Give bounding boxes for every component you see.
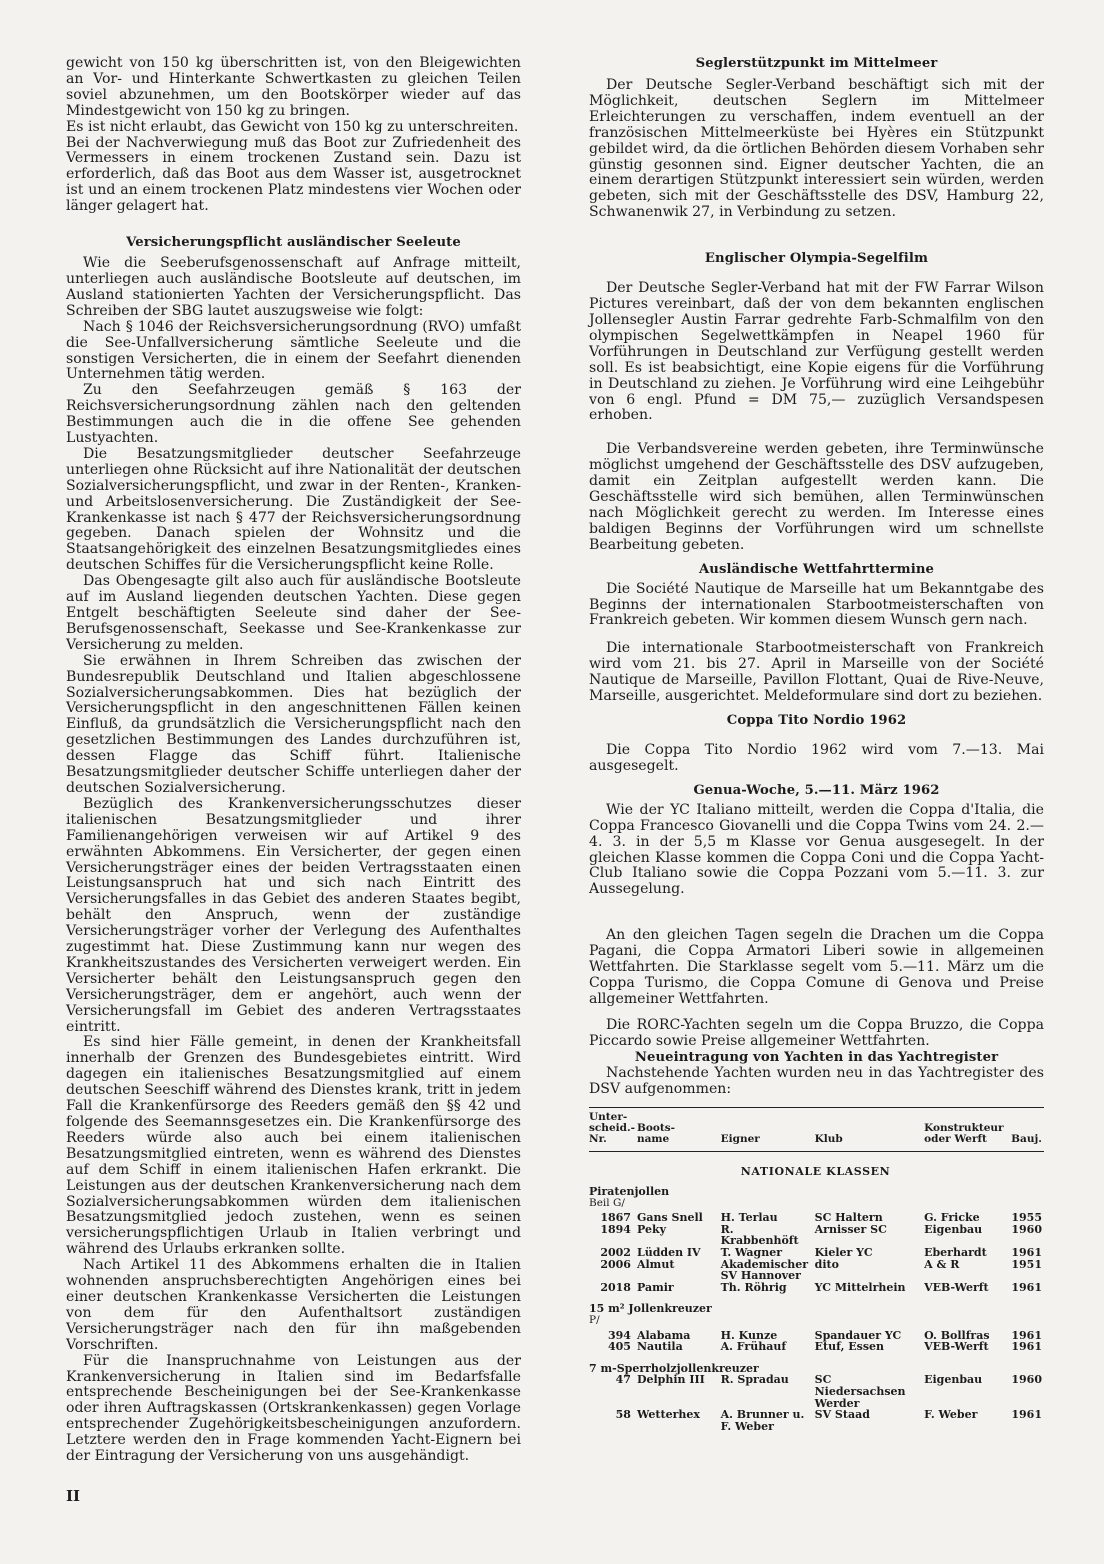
paragraph: Die Coppa Tito Nordio 1962 wird vom 7.—13. Mai ausgesegelt. — [589, 742, 1044, 774]
col-header-year: Bauj. — [1011, 1133, 1042, 1146]
left-column — [66, 56, 521, 1465]
paragraph: Wie der YC Italiano mitteilt, werden die Coppa d'Italia, die Coppa Francesco Giovanelli und die Coppa Twins vom 24. 2.—4. 3. in der 5,5 m Klasse vor Genua ausgesegelt. In der gleichen Klasse kommen die Coppa Coni und die Coppa Yacht-Club Italiano sowie die Coppa Pozzani vom 5.—11. 3. zur Aussegelung. — [589, 801, 1044, 898]
cell-boat-name: Peky — [636, 1222, 666, 1236]
cell-nr: 58 — [615, 1408, 631, 1422]
boat-class-row — [589, 1180, 1044, 1198]
cell-boat-name: Nautila — [636, 1340, 683, 1354]
boat-class-row — [589, 1357, 1044, 1375]
cell-year: 1955 — [1011, 1211, 1042, 1225]
register-section-title: NATIONALE KLASSEN — [740, 1165, 891, 1179]
cell-nr: 47 — [615, 1373, 631, 1387]
cell-owner: A. Brunner u. F. Weber — [720, 1408, 805, 1433]
cell-owner: T. Wagner — [720, 1245, 783, 1259]
paragraph: Der Deutsche Segler-Verband hat mit der FW Farrar Wilson Pictures vereinbart, daß der von dem bekannten englischen Jollensegler Austin Farrar gedrehte Farb-Schmalfilm von den olympischen Segelwettkämpfen in Neapel 1960 für Vorführungen in Deutschland zur Verfügung gestellt werden soll. Es ist beabsichtigt, eine Kopie eigens für die Vorführung in Deutschland zu ziehen. Je Vorführung wird eine Leihgebühr von 6 engl. Pfund = DM 75,— zuzüglich Versandspesen erhoben. — [589, 280, 1044, 424]
paragraph: Die internationale Starbootmeisterschaft von Frankreich wird vom 21. bis 27. April in Marseille von der Société Nautique de Marseille, Pavillon Flottant, Quai de Rive-Neuve, Marseille, ausgerichtet. Meldeformulare sind dort zu beziehen. — [589, 640, 1044, 705]
cell-boat-name: Wetterhex — [636, 1408, 700, 1422]
section-heading: Ausländische Wettfahrttermine — [698, 561, 935, 577]
cell-builder: VEB-Werft — [924, 1280, 989, 1294]
boat-class-name: Piratenjollen — [589, 1185, 670, 1198]
section-heading: Seglerstützpunkt im Mittelmeer — [695, 56, 938, 71]
paragraph: An den gleichen Tagen segeln die Drachen um die Coppa Pagani, die Coppa Armatori Liberi sowie in allgemeinen Wettfahrten. Die Starklasse segelt vom 5.—11. März um die Coppa Turismo, die Coppa Comune di Genova und Preise allgemeiner Wettfahrten. — [589, 927, 1044, 1007]
section-heading: Genua-Woche, 5.—11. März 1962 — [693, 782, 940, 798]
cell-club: Etuf, Essen — [814, 1340, 885, 1354]
cell-year: 1961 — [1011, 1280, 1042, 1294]
table-row — [589, 1409, 1044, 1432]
paragraph: Der Deutsche Segler-Verband beschäftigt sich mit der Möglichkeit, deutschen Seglern im Mittelmeer Erleichterungen zu verschaffen, indem eventuell an der französischen Mittelmeerküste bei Hyères ein Stützpunkt gebildet wird, da die örtlichen Behörden diesem Vorhaben sehr günstig gesonnen sind. Eigner deutscher Yachten, die an einem derartigen Stützpunkt interessiert sein würden, werden gebeten, sich mit der Geschäftsstelle des DSV, Hamburg 22, Schwanenwik 27, in Verbindung zu setzen. — [589, 77, 1044, 221]
paragraph: Zu den Seefahrzeugen gemäß § 163 der Reichsversicherungsordnung zählen nach den geltenden Bestimmungen auch die in die offene See gehenden Lustyachten. — [66, 382, 521, 447]
yacht-register-table — [589, 1107, 1044, 1436]
cell-year: 1961 — [1011, 1245, 1042, 1259]
boat-class-sign: P/ — [589, 1313, 600, 1326]
paragraph: Die Société Nautique de Marseille hat um Bekanntgabe des Beginns der internationalen Starbootmeisterschaften von Frankreich gebeten. Wir kommen diesem Wunsch gern nach. — [589, 580, 1044, 629]
section-heading: Coppa Tito Nordio 1962 — [726, 713, 907, 728]
paragraph: Die RORC-Yachten segeln um die Coppa Bruzzo, die Coppa Piccardo sowie Preise allgemeiner Wettfahrten. — [589, 1016, 1044, 1049]
cell-year: 1951 — [1011, 1257, 1042, 1271]
cell-boat-name: Lüdden IV — [636, 1245, 701, 1259]
cell-builder: G. Fricke — [924, 1211, 980, 1225]
cell-nr: 1867 — [600, 1211, 631, 1225]
cell-builder: F. Weber — [924, 1408, 978, 1422]
col-header-nr: Unter- scheid.- Nr. — [589, 1111, 635, 1146]
paragraph: Nach Artikel 11 des Abkommens erhalten die in Italien wohnenden anspruchsberechtigten Angehörigen eines bei einer deutschen Krankenkasse Versicherten die Leistungen von dem für den Aufenthaltsort zuständigen Versicherungsträger nach den für ihn maßgebenden Vorschriften. — [66, 1257, 521, 1353]
section-heading: Englischer Olympia-Segelfilm — [704, 251, 929, 267]
cell-nr: 394 — [608, 1328, 631, 1342]
page-number: II — [66, 1487, 81, 1505]
cell-builder: A & R — [924, 1257, 960, 1271]
cell-nr: 1894 — [600, 1222, 631, 1236]
boat-class-sub-row — [589, 1198, 1044, 1213]
cell-club: Spandauer YC — [814, 1328, 902, 1342]
cell-club: SC Niedersachsen Werder — [814, 1373, 906, 1410]
cell-boat-name: Gans Snell — [636, 1211, 703, 1225]
section-heading: Versicherungspflicht ausländischer Seeleute — [126, 235, 461, 251]
cell-year: 1961 — [1011, 1408, 1042, 1422]
cell-club: SC Haltern — [814, 1211, 883, 1225]
paragraph: Für die Inanspruchnahme von Leistungen aus der Krankenversicherung in Italien sind im Bedarfsfalle entsprechende Bescheinigungen bei der See-Krankenkasse oder ihren Auftragskassen (Ortskrankenkassen) gegen Vorlage entsprechender Zugehörigkeitsbescheinigungen anzufordern. Letztere werden den in Frage kommenden Yacht-Eignern bei der Eintragung der Versicherung von uns ausgehändigt. — [66, 1352, 521, 1465]
boat-class-name: 15 m² Jollenkreuzer — [589, 1302, 712, 1316]
cell-nr: 2002 — [600, 1245, 631, 1259]
cell-owner: R. Krabbenhöft — [720, 1222, 799, 1248]
cell-year: 1961 — [1011, 1328, 1042, 1342]
cell-boat-name: Pamir — [636, 1280, 674, 1294]
cell-owner: A. Frühauf — [720, 1340, 787, 1354]
paragraph: Sie erwähnen in Ihrem Schreiben das zwischen der Bundesrepublik Deutschland und Italien abgeschlossene Sozialversicherungsabkommen. Dies hat bezüglich der Versicherungspflicht in den angeschnittenen Fällen keinen Einfluß, da grundsätzlich die Versicherungspflicht nach den gesetzlichen Bestimmungen des Landes durchzuführen ist, dessen Flagge das Schiff führt. Italienische Besatzungsmitglieder deutscher Schiffe unterliegen daher der deutschen Sozialversicherung. — [66, 652, 521, 796]
cell-year: 1961 — [1011, 1340, 1042, 1354]
cell-nr: 2006 — [600, 1257, 631, 1271]
cell-club: Kieler YC — [814, 1245, 873, 1259]
paragraph: Es ist nicht erlaubt, das Gewicht von 150 kg zu unterschreiten. — [66, 118, 519, 135]
boat-class-name: 7 m-Sperrholzjollenkreuzer — [589, 1361, 759, 1375]
paragraph: Nachstehende Yachten wurden neu in das Yachtregister des DSV aufgenommen: — [589, 1064, 1044, 1097]
table-row — [589, 1282, 1044, 1294]
register-header-row — [589, 1108, 1044, 1152]
table-row — [589, 1341, 1044, 1353]
register-section-row — [589, 1152, 1044, 1180]
cell-year: 1960 — [1011, 1373, 1042, 1387]
cell-boat-name: Delphin III — [636, 1373, 705, 1387]
paragraph: Wie die Seeberufsgenossenschaft auf Anfrage mitteilt, unterliegen auch ausländische Bootsleute auf deutschen, im Ausland stationierten Yachten der Versicherungspflicht. Das Schreiben der SBG lautet auszugsweise wie folgt: — [66, 255, 521, 319]
cell-boat-name: Almut — [636, 1257, 675, 1271]
cell-builder: VEB-Werft — [924, 1340, 989, 1354]
paragraph: Es sind hier Fälle gemeint, in denen der Krankheitsfall innerhalb der Grenzen des Bundesgebietes eintritt. Wird dagegen ein italienisches Besatzungsmitglied auf einem deutschen Seeschiff während des Dienstes krank, tritt in jedem Fall die Krankenfürsorge des Reeders gemäß den §§ 42 und folgende des Seemannsgesetzes ein. Die Krankenfürsorge des Reeders würde also auch bei einem italienischen Besatzungsmitglied eintreten, wenn es während des Dienstes auf dem Schiff in einem italienischen Hafen erkrankt. Die Leistungen aus der deutschen Krankenversicherung nach dem Sozialversicherungsabkommen würden dem italienischen Besatzungsmitglied jedoch zustehen, wenn es seinen versicherungspflichtigen Urlaub in Italien verbringt und während des Urlaubs erkranken sollte. — [66, 1034, 521, 1258]
cell-year: 1960 — [1011, 1222, 1042, 1236]
paragraph: Bezüglich des Krankenversicherungsschutzes dieser italienischen Besatzungsmitglieder und ihrer Familienangehörigen verweisen wir auf Artikel 9 des erwähnten Abkommens. Ein Versicherter, der gegen einen Versicherungsträger eines der beiden Vertragsstaaten einen Leistungsanspruch hat und sich nach Eintritt des Versicherungsfalles in das Gebiet des anderen Staates begibt, behält den Anspruch, wenn der zuständige Versicherungsträger vorher der Verlegung des Aufenthaltes zugestimmt hat. Diese Zustimmung kann nur wegen des Krankheitszustandes des Versicherten verweigert werden. Ein Versicherter behält den Leistungsanspruch gegen den Versicherungsträger, dem er angehört, auch wenn der Versicherungsfall im Gebiet des anderen Vertragsstaates eintritt. — [66, 795, 521, 1035]
boat-class-sub-row — [589, 1315, 1044, 1330]
col-header-owner: Eigner — [720, 1133, 760, 1146]
paragraph: Die Verbandsvereine werden gebeten, ihre Terminwünsche möglichst umgehend der Geschäftsstelle des DSV aufzugeben, damit ein Zeitplan aufgestellt werden kann. Die Geschäftsstelle wird sich bemühen, allen Terminwünschen nach Möglichkeit gerecht zu werden. Im Interesse eines baldigen Beginns der Vorführungen wird um schnellste Bearbeitung gebeten. — [589, 441, 1044, 553]
cell-builder: O. Bollfras — [924, 1328, 990, 1342]
table-row — [589, 1247, 1044, 1259]
cell-nr: 405 — [608, 1340, 631, 1354]
cell-club: Arnisser SC — [814, 1222, 887, 1236]
section-heading: Neueintragung von Yachten in das Yachtregister — [634, 1049, 999, 1065]
paragraph: Die Besatzungsmitglieder deutscher Seefahrzeuge unterliegen ohne Rücksicht auf ihre Nationalität der deutschen Sozialversicherungspflicht, und zwar in der Renten-, Kranken- und Arbeitslosenversicherung. Die Zuständigkeit der See-Krankenkasse ist nach § 477 der Reichsversicherungsordnung gegeben. Danach spielen der Wohnsitz und die Staatsangehörigkeit des einzelnen Besatzungsmitgliedes eines deutschen Schiffes für die Versicherungspflicht keine Rolle. — [66, 445, 521, 574]
cell-owner: H. Kunze — [720, 1328, 778, 1342]
cell-club: YC Mittelrhein — [814, 1280, 906, 1294]
col-header-name: Boots- name — [636, 1122, 675, 1146]
cell-club: SV Staad — [814, 1408, 870, 1422]
cell-builder: Eigenbau — [924, 1222, 983, 1236]
cell-builder: Eberhardt — [924, 1245, 987, 1259]
paragraph: Das Obengesagte gilt also auch für ausländische Bootsleute auf im Ausland liegenden deutschen Yachten. Diese gegen Entgelt beschäftigten Seeleute sind daher der See-Berufsgenossenschaft, Seekasse und See-Krankenkasse zur Versicherung zu melden. — [66, 573, 521, 653]
cell-owner: H. Terlau — [720, 1211, 778, 1225]
spacer-row — [589, 1432, 1044, 1436]
table-row — [589, 1374, 1044, 1409]
cell-boat-name: Alabama — [636, 1328, 691, 1342]
table-row — [589, 1224, 1044, 1247]
col-header-builder: Konstrukteur oder Werft — [924, 1122, 1004, 1146]
cell-club: dito — [814, 1257, 839, 1271]
cell-owner: R. Spradau — [720, 1373, 789, 1387]
right-column — [589, 56, 1044, 1436]
cell-owner: Akademischer SV Hannover — [720, 1257, 809, 1283]
boat-class-row — [589, 1297, 1044, 1315]
table-row — [589, 1259, 1044, 1282]
cell-owner: Th. Röhrig — [720, 1280, 787, 1294]
paragraph: Nach § 1046 der Reichsversicherungsordnung (RVO) umfaßt die See-Unfallversicherung sämtliche Seeleute und die sonstigen Versicherten, die in einem der Seefahrt dienenden Unternehmen tätig werden. — [66, 318, 521, 383]
cell-builder: Eigenbau — [924, 1373, 983, 1387]
col-header-club: Klub — [814, 1133, 843, 1146]
cell-nr: 2018 — [600, 1280, 631, 1294]
paragraph: gewicht von 150 kg überschritten ist, von den Bleigewichten an Vor- und Hinterkante Schwertkasten zu gleichen Teilen soviel abzunehmen, um den Bootskörper wieder auf das Mindestgewicht von 150 kg zu bringen. — [66, 55, 521, 119]
boat-class-sign: Beil G/ — [589, 1196, 625, 1209]
paragraph: Bei der Nachverwiegung muß das Boot zur Zufriedenheit des Vermessers in einem trockenen Zustand sein. Dazu ist erforderlich, daß das Boot aus dem Wasser ist, ausgetrocknet ist und an einem trockenen Platz mindestens vier Wochen oder länger gelagert hat. — [66, 134, 521, 215]
